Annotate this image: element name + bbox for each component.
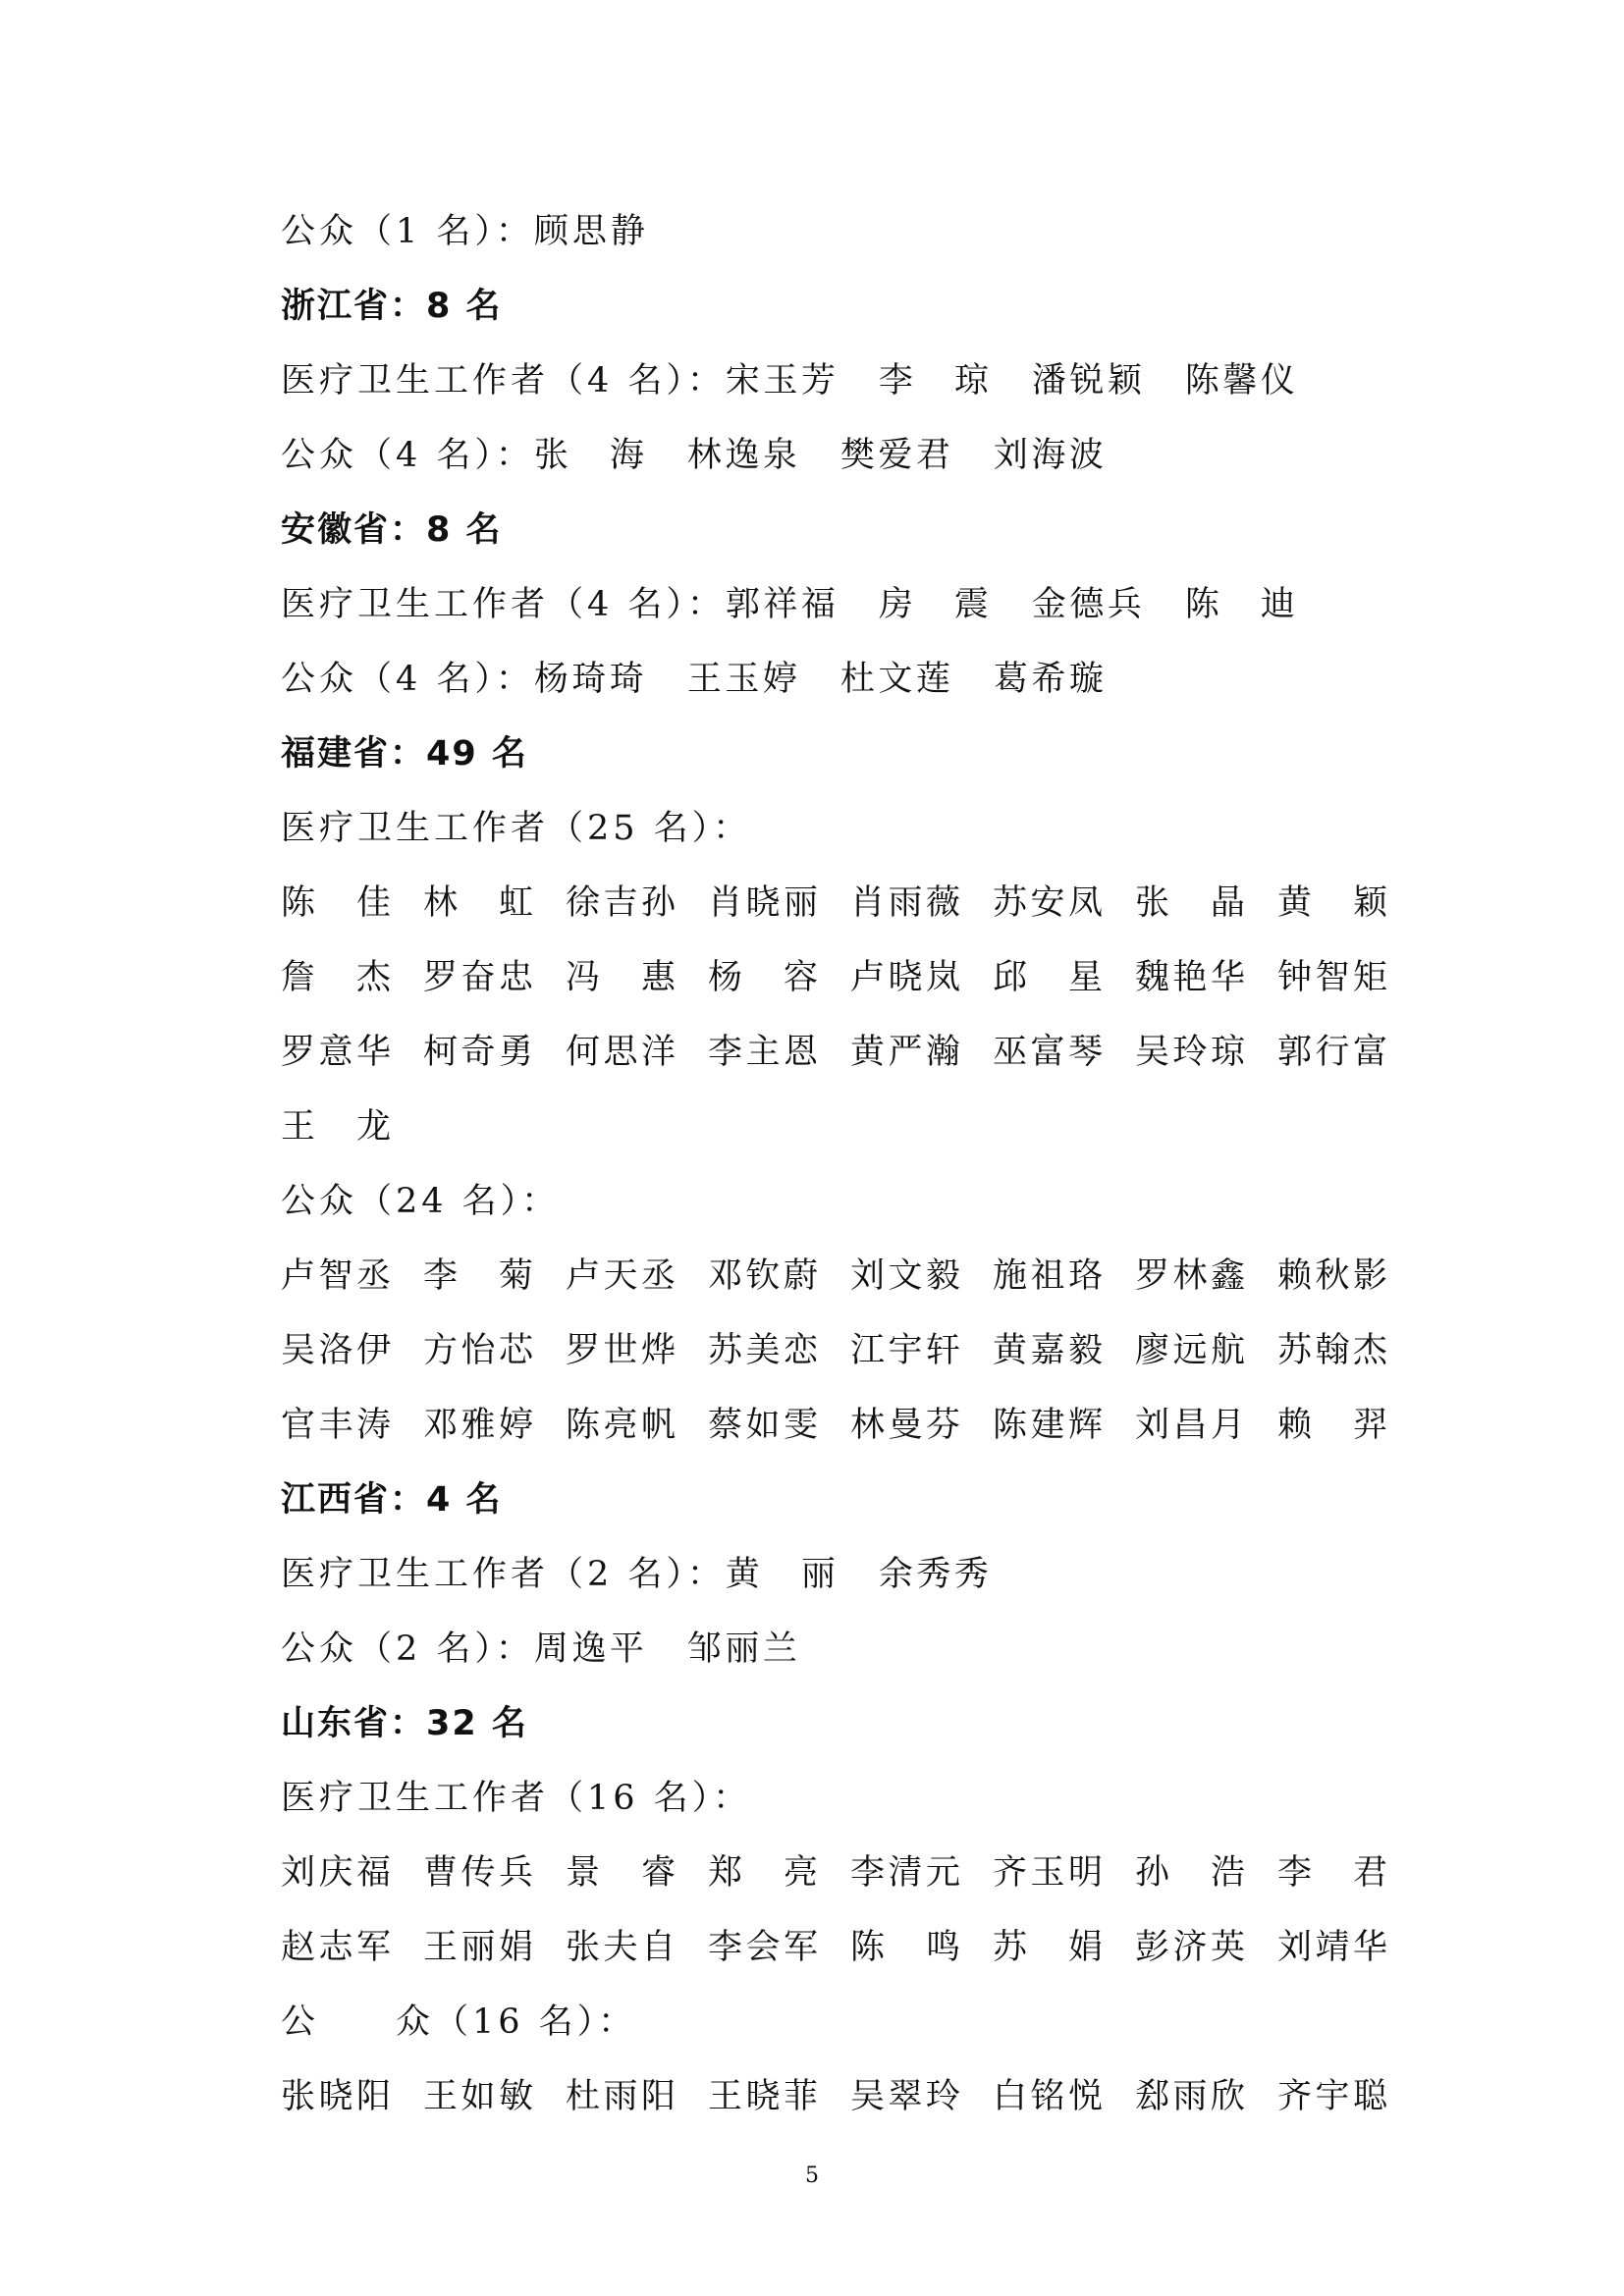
category-label: 医疗卫生工作者（25 名）： bbox=[281, 809, 752, 848]
person-name: 卢智丞 bbox=[281, 1256, 391, 1296]
person-name: 景 睿 bbox=[566, 1853, 676, 1893]
person-name: 齐宇聪 bbox=[1277, 2077, 1387, 2116]
name-row bbox=[281, 940, 1420, 1015]
person-name: 罗世烨 bbox=[566, 1331, 676, 1370]
category-line bbox=[281, 418, 1420, 493]
person-name: 陈 迪 bbox=[1184, 585, 1295, 624]
person-name: 邱 星 bbox=[993, 958, 1103, 997]
person-name: 周逸平 bbox=[533, 1629, 644, 1669]
person-name: 郭行富 bbox=[1277, 1033, 1387, 1072]
person-name: 刘海波 bbox=[993, 436, 1104, 475]
person-name: 张 海 bbox=[533, 436, 644, 475]
person-name: 赖秋影 bbox=[1277, 1256, 1387, 1296]
section-heading: 安徽省：8 名 bbox=[281, 510, 503, 550]
person-name: 罗林鑫 bbox=[1135, 1256, 1245, 1296]
person-name: 张晓阳 bbox=[281, 2077, 391, 2116]
person-name: 刘昌月 bbox=[1135, 1406, 1245, 1445]
name-row bbox=[281, 1910, 1420, 1985]
person-name: 江宇轩 bbox=[850, 1331, 960, 1370]
category-label: 公众（1 名）：顾思静 bbox=[281, 212, 649, 251]
person-name: 王玉婷 bbox=[686, 660, 797, 699]
person-name: 陈馨仪 bbox=[1184, 361, 1295, 400]
category-label: 医疗卫生工作者（4 名）： bbox=[281, 585, 726, 624]
person-name: 冯 惠 bbox=[566, 958, 676, 997]
category-line bbox=[281, 344, 1420, 418]
category-line bbox=[281, 567, 1420, 642]
person-name: 黄 丽 bbox=[725, 1555, 836, 1594]
person-name: 廖远航 bbox=[1135, 1331, 1245, 1370]
person-name: 柯奇勇 bbox=[423, 1033, 533, 1072]
person-name: 卢晓岚 bbox=[850, 958, 960, 997]
person-name: 徐吉孙 bbox=[566, 883, 676, 923]
person-name: 郄雨欣 bbox=[1135, 2077, 1245, 2116]
person-name: 方怡芯 bbox=[423, 1331, 533, 1370]
person-name: 詹 杰 bbox=[281, 958, 391, 997]
person-name: 王丽娟 bbox=[423, 1928, 533, 1967]
person-name: 官丰涛 bbox=[281, 1406, 391, 1445]
category-label: 公众（4 名）： bbox=[281, 436, 534, 475]
person-name: 杨琦琦 bbox=[533, 660, 644, 699]
person-name: 郭祥福 bbox=[725, 585, 836, 624]
person-name: 蔡如雯 bbox=[708, 1406, 818, 1445]
person-name: 罗意华 bbox=[281, 1033, 391, 1072]
person-name: 樊爱君 bbox=[839, 436, 950, 475]
person-name: 曹传兵 bbox=[423, 1853, 533, 1893]
category-line bbox=[281, 1612, 1420, 1686]
person-name: 李清元 bbox=[850, 1853, 960, 1893]
name-row bbox=[281, 1836, 1420, 1910]
category-label: 医疗卫生工作者（16 名）： bbox=[281, 1779, 752, 1818]
person-name: 巫富琴 bbox=[993, 1033, 1103, 1072]
person-name: 杨 容 bbox=[708, 958, 818, 997]
person-name: 彭济英 bbox=[1135, 1928, 1245, 1967]
category-label: 公众（4 名）： bbox=[281, 660, 534, 699]
name-row bbox=[281, 1090, 1420, 1164]
person-name: 施祖珞 bbox=[993, 1256, 1103, 1296]
person-name: 陈建辉 bbox=[993, 1406, 1103, 1445]
person-name: 魏艳华 bbox=[1135, 958, 1245, 997]
person-name: 潘锐颖 bbox=[1031, 361, 1142, 400]
person-name: 白铭悦 bbox=[993, 2077, 1103, 2116]
category-label: 医疗卫生工作者（4 名）： bbox=[281, 361, 726, 400]
person-name: 葛希璇 bbox=[993, 660, 1104, 699]
person-name: 罗奋忠 bbox=[423, 958, 533, 997]
person-name: 宋玉芳 bbox=[725, 361, 836, 400]
person-name: 余秀秀 bbox=[878, 1555, 989, 1594]
category-label: 公众（24 名）： bbox=[281, 1182, 561, 1221]
document-body bbox=[281, 194, 1420, 2134]
person-name: 卢天丞 bbox=[566, 1256, 676, 1296]
person-name: 齐玉明 bbox=[993, 1853, 1103, 1893]
person-name: 李 菊 bbox=[423, 1256, 533, 1296]
person-name: 赖 羿 bbox=[1277, 1406, 1387, 1445]
person-name: 张夫自 bbox=[566, 1928, 676, 1967]
person-name: 李 君 bbox=[1277, 1853, 1387, 1893]
person-name: 王 龙 bbox=[281, 1107, 391, 1147]
section-heading: 浙江省：8 名 bbox=[281, 287, 503, 326]
person-name: 钟智矩 bbox=[1277, 958, 1387, 997]
name-row bbox=[281, 866, 1420, 940]
person-name: 郑 亮 bbox=[708, 1853, 818, 1893]
person-name: 刘靖华 bbox=[1277, 1928, 1387, 1967]
person-name: 陈 鸣 bbox=[850, 1928, 960, 1967]
name-row bbox=[281, 1015, 1420, 1090]
person-name: 陈亮帆 bbox=[566, 1406, 676, 1445]
person-name: 孙 浩 bbox=[1135, 1853, 1245, 1893]
name-row bbox=[281, 2059, 1420, 2134]
person-name: 金德兵 bbox=[1031, 585, 1142, 624]
person-name: 邹丽兰 bbox=[686, 1629, 797, 1669]
section-heading: 江西省：4 名 bbox=[281, 1480, 503, 1520]
person-name: 杜雨阳 bbox=[566, 2077, 676, 2116]
person-name: 林 虹 bbox=[423, 883, 533, 923]
person-name: 李主恩 bbox=[708, 1033, 818, 1072]
person-name: 林逸泉 bbox=[686, 436, 797, 475]
person-name: 苏 娟 bbox=[993, 1928, 1103, 1967]
person-name: 李 琼 bbox=[878, 361, 989, 400]
person-name: 林曼芬 bbox=[850, 1406, 960, 1445]
person-name: 黄嘉毅 bbox=[993, 1331, 1103, 1370]
category-line bbox=[281, 642, 1420, 717]
person-name: 邓雅婷 bbox=[423, 1406, 533, 1445]
section-heading: 福建省：49 名 bbox=[281, 734, 528, 774]
person-name: 刘庆福 bbox=[281, 1853, 391, 1893]
person-name: 刘文毅 bbox=[850, 1256, 960, 1296]
person-name: 吴洛伊 bbox=[281, 1331, 391, 1370]
page-number: 5 bbox=[805, 2163, 819, 2188]
person-name: 肖雨薇 bbox=[850, 883, 960, 923]
person-name: 苏翰杰 bbox=[1277, 1331, 1387, 1370]
person-name: 吴翠玲 bbox=[850, 2077, 960, 2116]
person-name: 何思洋 bbox=[566, 1033, 676, 1072]
person-name: 黄严瀚 bbox=[850, 1033, 960, 1072]
person-name: 赵志军 bbox=[281, 1928, 391, 1967]
person-name: 房 震 bbox=[878, 585, 989, 624]
person-name: 苏美恋 bbox=[708, 1331, 818, 1370]
category-label: 公众（2 名）： bbox=[281, 1629, 534, 1669]
category-label: 公 众（16 名）： bbox=[281, 2002, 637, 2042]
section-heading: 山东省：32 名 bbox=[281, 1704, 528, 1743]
category-line bbox=[281, 1537, 1420, 1612]
person-name: 王晓菲 bbox=[708, 2077, 818, 2116]
name-row bbox=[281, 1313, 1420, 1388]
person-name: 苏安凤 bbox=[993, 883, 1103, 923]
name-row bbox=[281, 1388, 1420, 1463]
person-name: 邓钦蔚 bbox=[708, 1256, 818, 1296]
category-label: 医疗卫生工作者（2 名）： bbox=[281, 1555, 726, 1594]
person-name: 肖晓丽 bbox=[708, 883, 818, 923]
name-row bbox=[281, 1239, 1420, 1313]
person-name: 陈 佳 bbox=[281, 883, 391, 923]
person-name: 黄 颖 bbox=[1277, 883, 1387, 923]
person-name: 张 晶 bbox=[1135, 883, 1245, 923]
person-name: 李会军 bbox=[708, 1928, 818, 1967]
person-name: 吴玲琼 bbox=[1135, 1033, 1245, 1072]
person-name: 王如敏 bbox=[423, 2077, 533, 2116]
person-name: 杜文莲 bbox=[839, 660, 950, 699]
